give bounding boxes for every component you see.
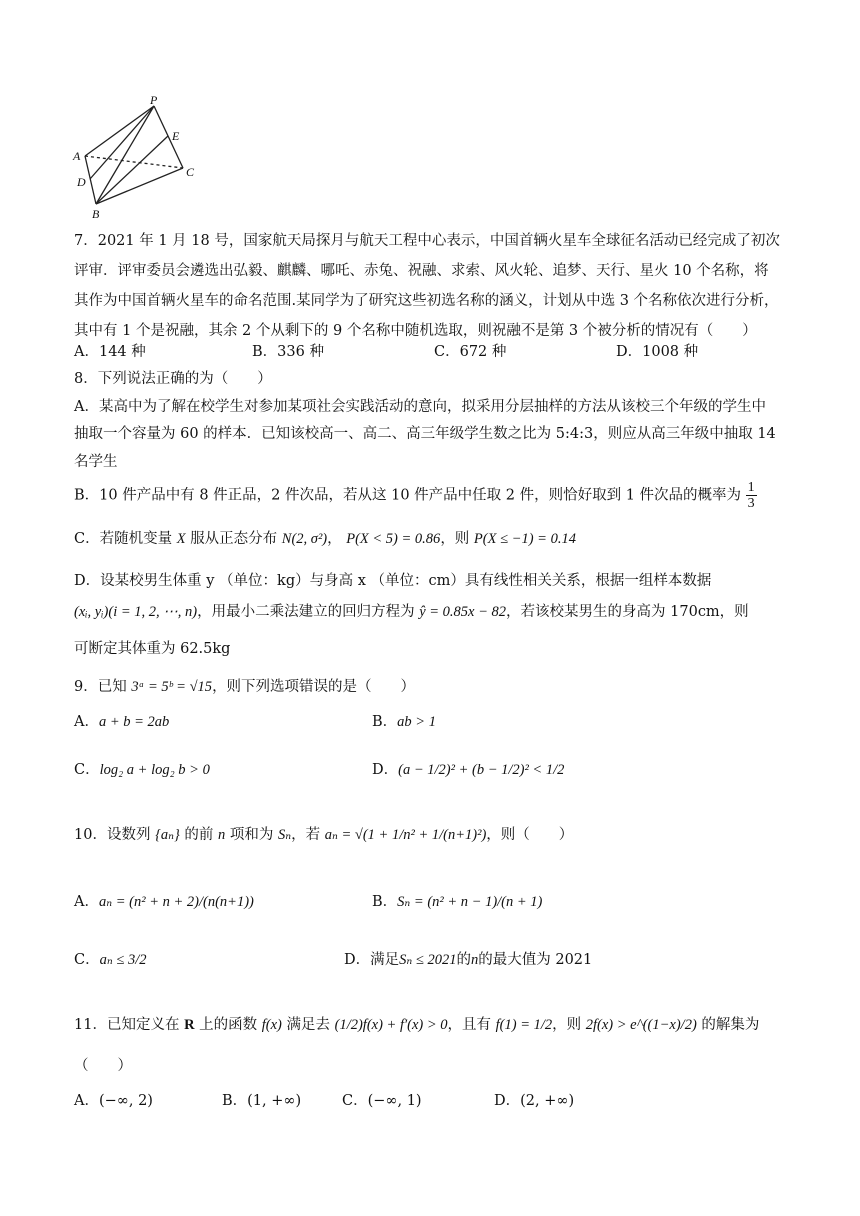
label-p: P	[150, 96, 158, 107]
q9-stem-pre: 9．已知	[74, 679, 127, 695]
q9-stem	[74, 677, 415, 697]
q8-d-equation: ŷ = 0.85x − 82	[419, 604, 507, 620]
label-c: C	[186, 165, 195, 179]
q9-stem-math: 3ᵃ = 5ᵇ = √15	[131, 679, 213, 695]
q8-option-d-line3: 可断定其体重为 62.5kg	[74, 641, 231, 657]
q9-b-math: ab > 1	[397, 714, 436, 730]
q7-option-a: A．144 种	[74, 344, 146, 360]
q9-a-label: A．	[74, 714, 99, 730]
q9-c-math: log₂ a + log₂ b > 0	[99, 762, 210, 778]
q7-option-b: B．336 种	[252, 344, 324, 360]
q11-f1: f(1) = 1/2	[495, 1017, 553, 1033]
q7-option-d: D．1008 种	[616, 344, 699, 360]
q11-condition: (1/2)f(x) + f′(x) > 0	[334, 1017, 448, 1033]
q8-option-a-line3: 名学生	[74, 454, 118, 470]
label-b: B	[92, 207, 100, 220]
q10-stem	[74, 825, 573, 845]
q9-c-label: C．	[74, 762, 100, 778]
q8-option-b	[74, 480, 757, 511]
q10-d-mid: 的	[456, 952, 471, 968]
q11-stem-and: ，且有	[447, 1017, 492, 1033]
q8-b-numerator: 1	[747, 480, 755, 495]
q11-fx: f(x)	[261, 1017, 282, 1033]
q11-option-d: D．(2, +∞)	[494, 1093, 575, 1109]
q10-c-label: C．	[74, 952, 100, 968]
q10-b-math: Sₙ = (n² + n − 1)/(n + 1)	[397, 894, 543, 910]
q8-c-dist: N(2, σ²)	[281, 531, 328, 547]
q10-d-post: 的最大值为 2021	[478, 952, 593, 968]
q10-d-label: D．满足	[344, 952, 400, 968]
q11-stem	[74, 1015, 759, 1035]
q9-stem-post: ，则下列选项错误的是（ ）	[212, 679, 416, 695]
q10-seq: {aₙ}	[155, 827, 180, 843]
q9-d-label: D．	[372, 762, 399, 778]
pyramid-figure	[70, 96, 200, 220]
q10-option-b	[372, 892, 542, 912]
q10-sn: Sₙ	[277, 827, 292, 843]
q11-stem-post: 的解集为	[701, 1017, 760, 1033]
q11-stem-mid: 上的函数	[199, 1017, 258, 1033]
q8-option-b-text: B．10 件产品中有 8 件正品，2 件次品，若从这 10 件产品中任取 2 件，则恰好取到 1 件次品的概率为	[74, 487, 742, 504]
q10-n: n	[218, 827, 226, 843]
q8-option-a-line1: A．某高中为了解在校学生对参加某项社会实践活动的意向，拟采用分层抽样的方法从该校三个年级的学生中	[74, 399, 766, 415]
q10-b-label: B．	[372, 894, 398, 910]
q11-inequality: 2f(x) > e^((1−x)/2)	[585, 1017, 697, 1033]
q8-b-denominator: 3	[747, 496, 755, 511]
q9-option-d	[372, 760, 564, 780]
q8-d-sample: (xᵢ, yᵢ)(i = 1, 2, ⋯, n)	[74, 604, 198, 620]
q7-line3: 其作为中国首辆火星车的命名范围.某同学为了研究这些初选名称的涵义，计划从中选 3 个名称依次进行分析，	[74, 293, 779, 309]
q8-c-pre: C．若随机变量	[74, 531, 173, 547]
q8-d-text: ，用最小二乘法建立的回归方程为	[197, 604, 415, 620]
q10-d-n: n	[470, 952, 479, 968]
q8-c-x: X	[176, 531, 186, 547]
q11-stem-then: ，则	[552, 1017, 582, 1033]
q10-option-c	[74, 950, 146, 970]
q10-option-d	[344, 950, 592, 970]
q8-c-mid: 服从正态分布	[190, 531, 278, 547]
q8-c-then: ，则	[440, 531, 470, 547]
q10-stem-pre: 10．设数列	[74, 827, 151, 843]
q7-line4: 其中有 1 个是祝融，其余 2 个从剩下的 9 个名称中随机选取，则祝融不是第 3 个被分析的情况有（ ）	[74, 323, 757, 339]
q7-line2: 评审．评审委员会遴选出弘毅、麒麟、哪吒、赤兔、祝融、求索、风火轮、追梦、天行、星火 10 个名称，将	[74, 263, 769, 279]
q11-stem-pre: 11．已知定义在	[74, 1017, 180, 1033]
q10-d-math: Sₙ ≤ 2021	[399, 952, 457, 968]
q8-option-d-line1: D．设某校男生体重 y （单位：kg）与身高 x （单位：cm）具有线性相关关系，根据一组样本数据	[74, 573, 712, 589]
q8-stem: 8．下列说法正确的为（ ）	[74, 371, 272, 387]
q8-c-p1: P(X < 5) = 0.86	[346, 531, 441, 547]
label-a: A	[73, 149, 81, 163]
q10-a-label: A．	[74, 894, 99, 910]
q11-real-set: R	[184, 1017, 195, 1033]
q11-option-c: C．(−∞, 1)	[342, 1093, 422, 1109]
q9-option-b	[372, 712, 436, 732]
q8-option-c: C．若随机变量 X 服从正态分布 N(2, σ²)， P(X < 5) = 0.86，则 P(X ≤ −1) = 0.14	[74, 531, 576, 547]
q8-d-tail: ，若该校某男生的身高为 170cm，则	[506, 604, 749, 620]
q10-stem-mid: 的前	[184, 827, 214, 843]
q8-option-a-line2: 抽取一个容量为 60 的样本．已知该校高一、高二、高三年级学生数之比为 5:4:3，则应从高三年级中抽取 14	[74, 426, 776, 442]
q7-line1: 7．2021 年 1 月 18 号，国家航天局探月与航天工程中心表示，中国首辆火星车全球征名活动已经完成了初次	[74, 233, 780, 249]
q10-option-a	[74, 892, 254, 912]
q11-paren: （ ）	[74, 1058, 132, 1074]
q8-option-b-fraction	[746, 480, 757, 511]
q9-option-c	[74, 760, 210, 780]
q9-option-a	[74, 712, 169, 732]
label-e: E	[172, 129, 180, 143]
q9-d-math: (a − 1/2)² + (b − 1/2)² < 1/2	[398, 762, 565, 778]
q11-option-a: A．(−∞, 2)	[74, 1093, 153, 1109]
q10-an-def: aₙ = √(1 + 1/n² + 1/(n+1)²)	[324, 827, 487, 843]
q8-option-d-line2	[74, 602, 749, 622]
q10-a-math: aₙ = (n² + n + 2)/(n(n+1))	[98, 894, 254, 910]
q11-stem-satisfy: 满足去	[286, 1017, 330, 1033]
q11-option-b: B．(1, +∞)	[222, 1093, 302, 1109]
q9-a-math: a + b = 2ab	[98, 714, 170, 730]
q8-c-p2: P(X ≤ −1) = 0.14	[473, 531, 576, 547]
q7-option-c: C．672 种	[434, 344, 507, 360]
q10-stem-mid2: 项和为	[229, 827, 274, 843]
label-d: D	[77, 175, 86, 189]
q10-stem-if: ，若	[291, 827, 321, 843]
q10-c-math: aₙ ≤ 3/2	[99, 952, 147, 968]
q10-stem-post: ，则（ ）	[486, 827, 574, 843]
q9-b-label: B．	[372, 714, 398, 730]
